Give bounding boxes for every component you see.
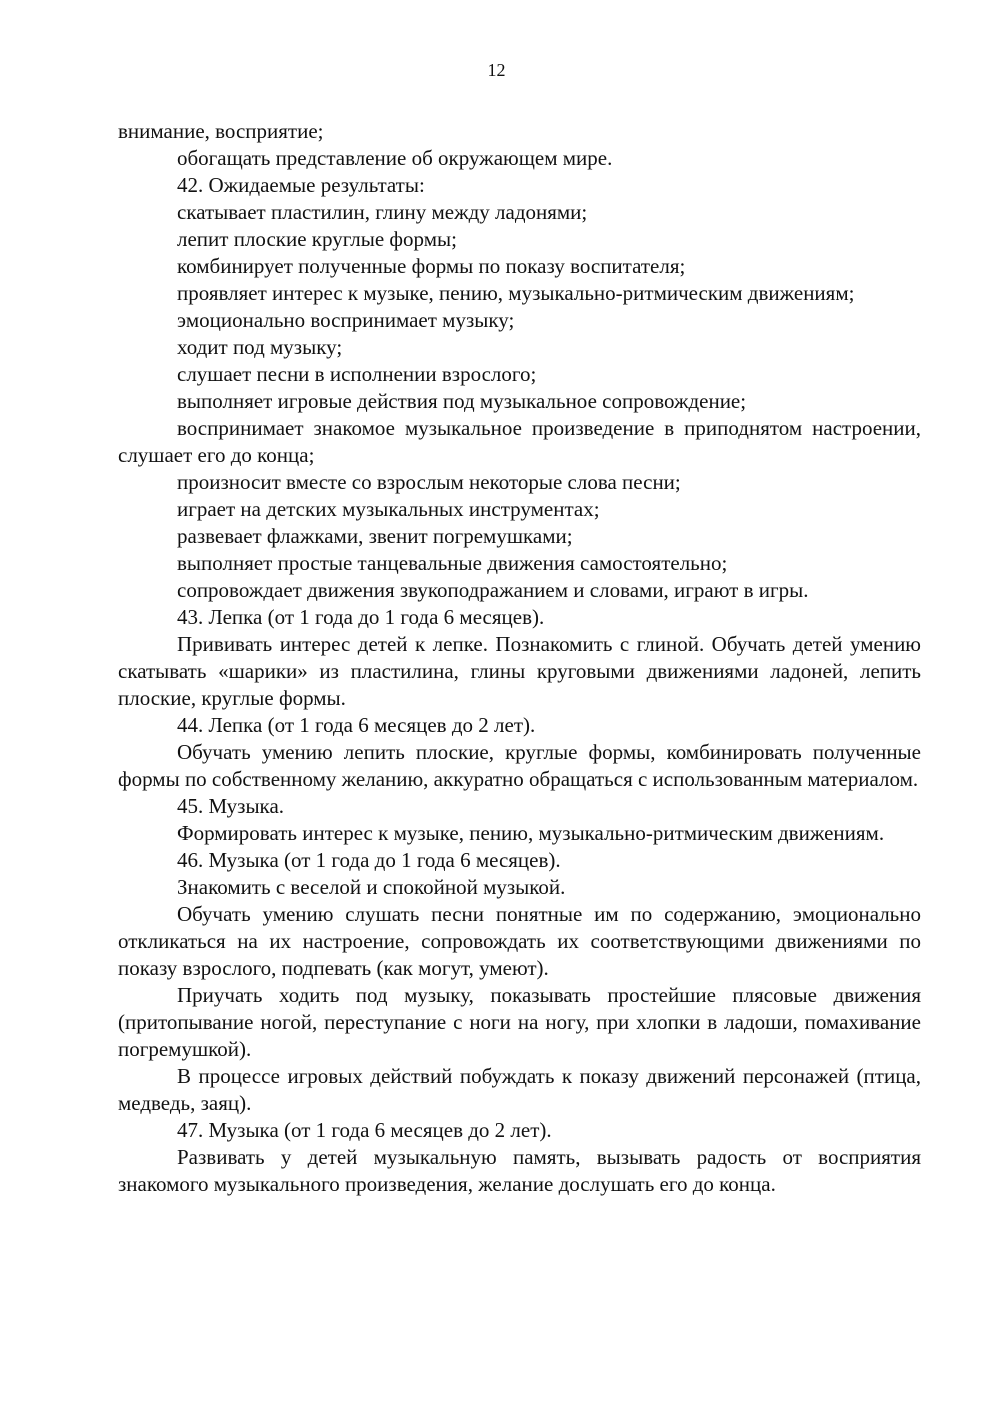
paragraph: воспринимает знакомое музыкальное произведение в приподнятом настроении, слушает его до конца; (118, 416, 921, 467)
document-body (118, 118, 921, 1198)
paragraph: развевает флажками, звенит погремушками; (177, 524, 573, 548)
paragraph: В процессе игровых действий побуждать к показу движений персонажей (птица, медведь, заяц). (118, 1064, 921, 1115)
paragraph: 44. Лепка (от 1 года 6 месяцев до 2 лет). (177, 713, 536, 737)
paragraph: произносит вместе со взрослым некоторые слова песни; (177, 470, 681, 494)
paragraph: внимание, восприятие; (118, 119, 324, 143)
paragraph: 45. Музыка. (177, 794, 285, 818)
paragraph: Прививать интерес детей к лепке. Познакомить с глиной. Обучать детей умению скатывать «шарики» из пластилина, глины круговыми движениями ладоней, лепить плоские, круглые формы. (118, 632, 921, 710)
paragraph: Формировать интерес к музыке, пению, музыкально-ритмическим движениям. (177, 821, 885, 845)
paragraph: проявляет интерес к музыке, пению, музыкально-ритмическим движениям; (177, 281, 855, 305)
paragraph: Знакомить с веселой и спокойной музыкой. (177, 875, 566, 899)
paragraph: 43. Лепка (от 1 года до 1 года 6 месяцев). (177, 605, 545, 629)
paragraph: Обучать умению слушать песни понятные им по содержанию, эмоционально откликаться на их настроение, сопровождать их соответствующими движениями по показу взрослого, подпевать (как могут, умеют). (118, 902, 921, 980)
paragraph: Развивать у детей музыкальную память, вызывать радость от восприятия знакомого музыкального произведения, желание дослушать его до конца. (118, 1145, 921, 1196)
paragraph: выполняет простые танцевальные движения самостоятельно; (177, 551, 728, 575)
paragraph: ходит под музыку; (177, 335, 343, 359)
paragraph: выполняет игровые действия под музыкальное сопровождение; (177, 389, 747, 413)
paragraph: 42. Ожидаемые результаты: (177, 173, 425, 197)
paragraph: играет на детских музыкальных инструментах; (177, 497, 600, 521)
paragraph: 46. Музыка (от 1 года до 1 года 6 месяцев). (177, 848, 561, 872)
paragraph: Приучать ходить под музыку, показывать простейшие плясовые движения (притопывание ногой, переступание с ноги на ногу, при хлопки в ладоши, помахивание погремушкой). (118, 983, 921, 1061)
page-number: 12 (487, 60, 506, 80)
paragraph: слушает песни в исполнении взрослого; (177, 362, 537, 386)
paragraph: обогащать представление об окружающем мире. (177, 146, 613, 170)
paragraph: скатывает пластилин, глину между ладонями; (177, 200, 588, 224)
paragraph: 47. Музыка (от 1 года 6 месяцев до 2 лет). (177, 1118, 552, 1142)
paragraph: эмоционально воспринимает музыку; (177, 308, 515, 332)
paragraph: комбинирует полученные формы по показу воспитателя; (177, 254, 686, 278)
paragraph: сопровождает движения звукоподражанием и словами, играют в игры. (177, 578, 809, 602)
paragraph: лепит плоские круглые формы; (177, 227, 457, 251)
paragraph: Обучать умению лепить плоские, круглые формы, комбинировать полученные формы по собственному желанию, аккуратно обращаться с использованным материалом. (118, 740, 921, 791)
